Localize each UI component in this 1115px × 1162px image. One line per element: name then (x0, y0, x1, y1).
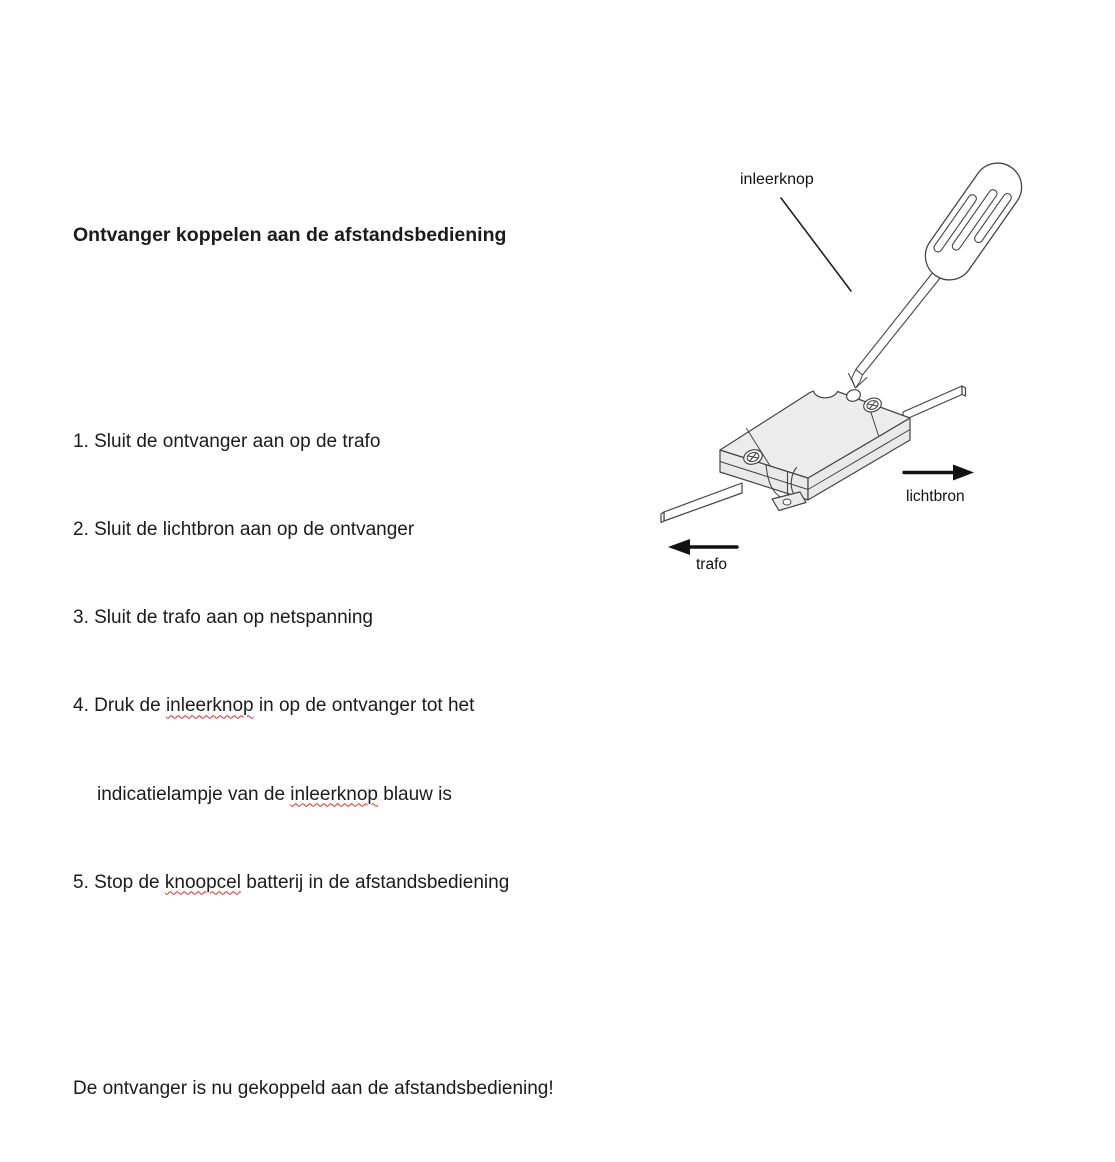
step-text: in op de ontvanger tot het (253, 695, 475, 717)
step-text: 3. Sluit de trafo aan op netspanning (73, 607, 374, 629)
page-title: Ontvanger koppelen aan de afstandsbediening (73, 223, 507, 246)
label-transformer: trafo (696, 556, 728, 573)
step-1 (73, 427, 554, 456)
step-text: 5. Stop de (73, 871, 165, 893)
step-3 (73, 603, 554, 632)
step-text: 2. Sluit de lichtbron aan op de ontvanger (73, 518, 415, 540)
misspelled-word: inleerknop (290, 783, 378, 805)
receiver-diagram (640, 140, 1040, 590)
label-light-source: lichtbron (906, 488, 965, 505)
step-text: 1. Sluit de ontvanger aan op de trafo (73, 430, 381, 452)
arrow-trafo-icon (668, 539, 737, 555)
screwdriver-handle (916, 154, 1031, 290)
step-4-line-1 (73, 691, 554, 720)
closing-sentence: De ontvanger is nu gekoppeld aan de afstandsbediening! (73, 1077, 554, 1099)
misspelled-word: inleerknop (165, 695, 254, 717)
step-list (73, 368, 554, 956)
screwdriver-shaft (856, 267, 945, 376)
step-text: 4. Druk de (73, 695, 166, 717)
label-learn-button: inleerknop (740, 171, 814, 188)
step-2 (73, 515, 554, 544)
step-text: batterij in de afstandsbediening (240, 871, 510, 893)
cable-trafo-side (661, 483, 742, 523)
misspelled-word: knoopcel (164, 871, 241, 893)
mounting-hole (783, 499, 791, 505)
step-4-line-2 (73, 780, 554, 809)
instruction-text (73, 162, 554, 1162)
step-text: indicatielampje van de (97, 783, 291, 805)
screwdriver-icon (849, 154, 1032, 388)
cable-lichtbron-side (903, 386, 966, 421)
leader-line (781, 198, 851, 291)
step-5 (73, 868, 554, 897)
step-text: blauw is (377, 783, 452, 805)
receiver-device (720, 388, 910, 511)
arrow-lichtbron-icon (904, 465, 974, 481)
